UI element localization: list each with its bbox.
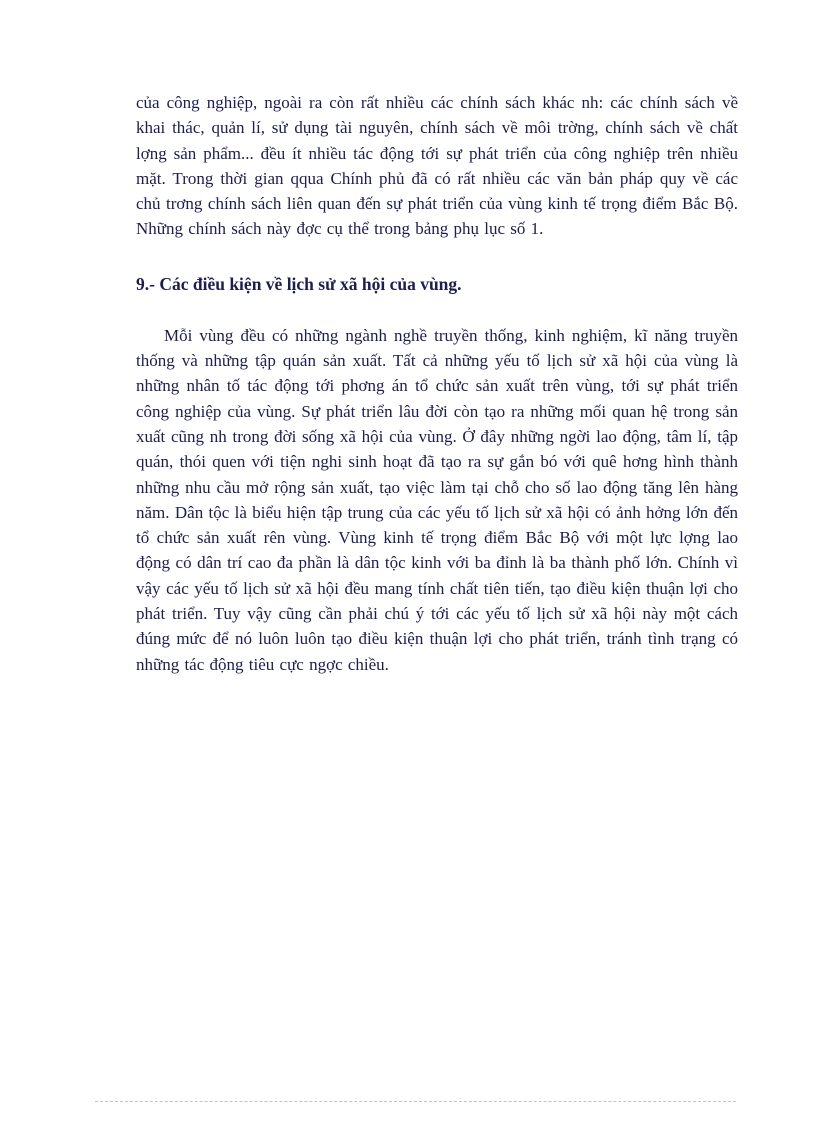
footer-divider [95,1101,736,1102]
page-content [136,90,738,677]
section-heading: 9.- Các điều kiện về lịch sử xã hội của vùng. [136,273,462,294]
paragraph-policy-continuation: của công nghiệp, ngoài ra còn rất nhiều các chính sách khác nh: các chính sách về khai thác, quản lí, sử dụng tài nguyên, chính sách về môi trờng, chính sách về chất lợng sản phẩm... đều ít nhiều tác động tới sự phát triển của công nghiệp trên nhiều mặt. Trong thời gian qqua Chính phủ đã có rất nhiều các văn bản pháp quy về các chủ trơng chính sách liên quan đến sự phát triển của vùng kinh tế trọng điểm Bắc Bộ. Những chính sách này đợc cụ thể trong bảng phụ lục số 1. [136,93,738,239]
paragraph-history-society: Mỗi vùng đều có những ngành nghề truyền thống, kinh nghiệm, kĩ năng truyền thống và những tập quán sản xuất. Tất cả những yếu tố lịch sử xã hội của vùng là những nhân tố tác động tới phơng án tổ chức sản xuất trên vùng, tới sự phát triển công nghiệp của vùng. Sự phát triển lâu đời còn tạo ra những mối quan hệ trong sản xuất cũng nh trong đời sống xã hội của vùng. Ở đây những ngời lao động, tâm lí, tập quán, thói quen với tiện nghi sinh hoạt đã tạo ra sự gắn bó với quê hơng hình thành những nhu cầu mở rộng sản xuất, tạo việc làm tại chỗ cho số lao động tăng lên hàng năm. Dân tộc là biểu hiện tập trung của các yếu tố lịch sử xã hội có ảnh hởng lớn đến tổ chức sản xuất rên vùng. Vùng kinh tế trọng điểm Bắc Bộ với một lực lợng lao động có dân trí cao đa phần là dân tộc kinh với ba đỉnh là ba thành phố lớn. Chính vì vậy các yếu tố lịch sử xã hội đều mang tính chất tiên tiến, tạo điều kiện thuận lợi cho phát triển. Tuy vậy cũng cần phải chú ý tới các yếu tố lịch sử xã hội này một cách đúng mức để nó luôn luôn tạo điều kiện thuận lợi cho phát triển, tránh tình trạng có những tác động tiêu cực ngợc chiều. [136,325,738,674]
